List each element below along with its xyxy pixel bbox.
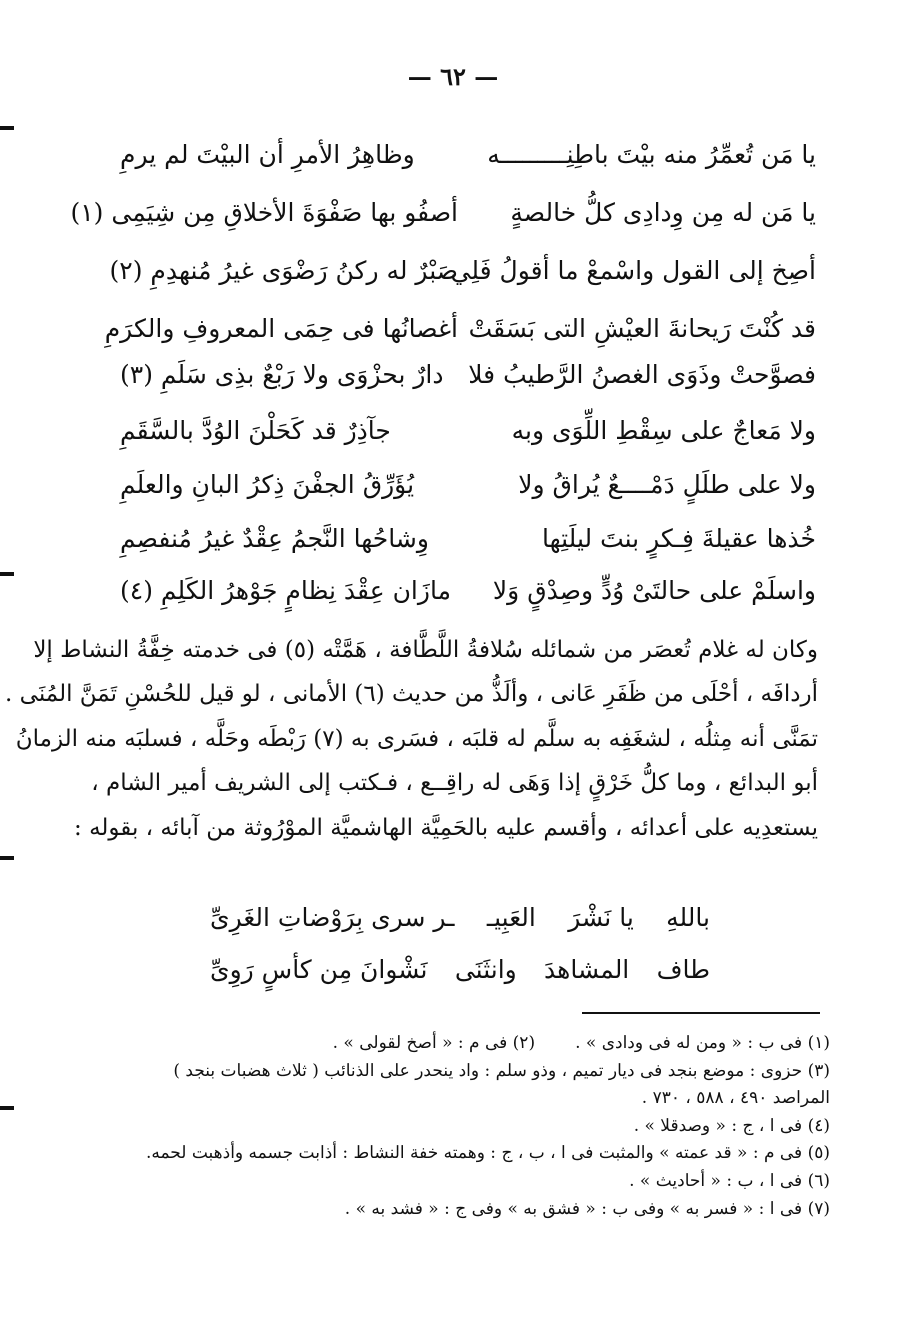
verse-2	[70, 184, 816, 242]
couplet-word: طاف	[656, 955, 710, 984]
verse-4-second-hemistich: أغصانُها فى حِمَى المعروفِ والكرَمِ	[104, 314, 458, 343]
footnote-6: (٦) فى ا ، ب : « أحاديث » .	[629, 1170, 830, 1191]
prose-line: أردافَه ، أحْلَى من ظَفَرِ عَانى ، وألَذُّ من حديث (٦) الأمانى ، لو قيل للحُسْنِ تَمَنَّ المُنَى .	[5, 681, 818, 708]
couplet-line-1	[210, 892, 710, 944]
verse-4-first-hemistich: قد كُنْتَ رَيحانةَ العيْشِ التى بَسَقَتْ	[468, 314, 816, 343]
footnote-3: (٣) حزوى : موضع بنجد فى ديار تميم ، وذو سلم : واد ينحدر على الذنائب ( ثلاث هضبات بنجد )	[173, 1060, 830, 1081]
prose-line: أبو البدائع ، وما كلُّ خَرْقٍ إذا وَهَى له راقِــع ، فـكتب إلى الشريف أمير الشام ،	[91, 770, 818, 797]
couplet-line-2	[210, 944, 710, 996]
verse-8-second-hemistich: وِشاحُها النَّجمُ عِقْدٌ غيرُ مُنفصِمِ	[120, 524, 429, 553]
couplet-word: ـر سرى بِرَوْضاتِ الغَرِىِّ	[210, 903, 455, 932]
verse-7-second-hemistich: يُؤَرِّقُ الجفْنَ ذِكرُ البانِ والعلَمِ	[120, 470, 415, 499]
footnote-4: (٤) فى ا ، ج : « وصدقلا » .	[633, 1115, 830, 1136]
scan-margin-mark	[0, 1106, 14, 1110]
closing-couplet	[210, 892, 710, 996]
scan-margin-mark	[0, 126, 14, 130]
verse-9	[120, 562, 816, 620]
verse-6	[120, 402, 816, 460]
prose-paragraph	[5, 628, 818, 850]
verse-9-first-hemistich: واسلَمْ على حالتَىْ وُدٍّ وصِدْقٍ وَلا	[492, 576, 816, 605]
couplet-word: نَشْوانَ مِن كأسٍ رَوِىِّ	[210, 955, 428, 984]
verse-5	[120, 346, 816, 404]
couplet-word: العَبِيـ	[486, 903, 536, 932]
verse-5-first-hemistich: فصوَّحتْ وذَوَى الغصنُ الرَّطيبُ فلا	[468, 360, 816, 389]
verse-1	[120, 126, 816, 184]
verse-2-second-hemistich: أصفُو بها صَفْوَةَ الأخلاقِ مِن شِيَمِى (١)	[70, 198, 458, 227]
footnote-separator	[582, 1012, 820, 1014]
page-number: — ٦٢ —	[407, 62, 499, 91]
prose-line: وكان له غلام تُعصَر من شمائله سُلافةُ اللَّطَّافة ، هَمَّتْه (٥) فى خدمته خِفَّةُ النشاط إلا	[33, 637, 818, 663]
footnote-3-continued: المراصد ٤٩٠ ، ٥٨٨ ، ٧٣٠ .	[641, 1088, 830, 1109]
verse-8	[120, 510, 816, 568]
verse-1-first-hemistich: يا مَن تُعمِّرُ منه بيْتَ باطِنِـــــــــه	[487, 140, 816, 169]
verse-3	[109, 242, 816, 300]
verse-3-first-hemistich: أصِخ إلى القول واسْمعْ ما أقولُ فَلِي	[450, 256, 816, 285]
scan-margin-mark	[0, 856, 14, 860]
footnote-5: (٥) فى م : « قد عمته » والمثبت فى ا ، ب ، ج : وهمته خفة النشاط : أذابت جسمه وأذهبت لحمه.	[145, 1143, 830, 1164]
verse-8-first-hemistich: خُذها عقيلةَ فِـكرٍ بنتَ ليلَتِها	[542, 524, 816, 553]
footnote-7: (٧) فى ا : « فسر به » وفى ب : « فشق به » وفى ج : « فشد به » .	[344, 1198, 830, 1219]
couplet-word: المشاهدَ	[544, 955, 630, 984]
footnote-2: (٢) فى م : « أصخ لقولى » .	[332, 1033, 536, 1053]
couplet-word: يا نَشْرَ	[568, 903, 634, 932]
verse-5-second-hemistich: دارٌ بحزْوَى ولا رَبْعٌ بذِى سَلَمِ (٣)	[120, 360, 444, 389]
verse-9-second-hemistich: مازَان عِقْدَ نِظامٍ جَوْهرُ الكَلِمِ (٤)	[120, 576, 451, 605]
prose-line: يستعدِيه على أعدائه ، وأقسم عليه بالحَمِيَّة الهاشميَّة الموْرُوثة من آبائه ، بقوله :	[74, 814, 818, 841]
verse-6-second-hemistich: جآذِرٌ قد كَحَلْنَ الوُدَّ بالسَّقَمِ	[120, 416, 391, 445]
verse-7-first-hemistich: ولا على طلَلٍ دَمْــــعٌ يُراقُ ولا	[518, 470, 816, 499]
footnotes	[110, 1030, 830, 1223]
couplet-word: وانثَنَى	[454, 955, 517, 984]
verse-7	[120, 456, 816, 514]
verse-6-first-hemistich: ولا مَعاجٌ على سِقْطِ اللِّوَى وبه	[511, 416, 816, 445]
footnote-row	[110, 1030, 830, 1058]
verse-1-second-hemistich: وظاهِرُ الأمرِ أن البيْتَ لم يرمِ	[120, 140, 415, 169]
verse-2-first-hemistich: يا مَن له مِن وِدادِى كلُّ خالصةٍ	[510, 198, 816, 227]
verse-3-second-hemistich: صَبْرٌ له ركنُ رَضْوَى غيرُ مُنهدِمِ (٢)	[109, 256, 458, 285]
footnote-1: (١) فى ب : « ومن له فى ودادى » .	[575, 1033, 830, 1053]
scan-margin-mark	[0, 572, 14, 576]
prose-line: تمَنَّى أنه مِثلُه ، لشغَفِه به سلَّم له قلبَه ، فسَرى به (٧) رَبْطَه وحَلَّه ، فسلبَه منه الزمانُ	[15, 725, 818, 752]
couplet-word: باللهِ	[666, 903, 710, 932]
